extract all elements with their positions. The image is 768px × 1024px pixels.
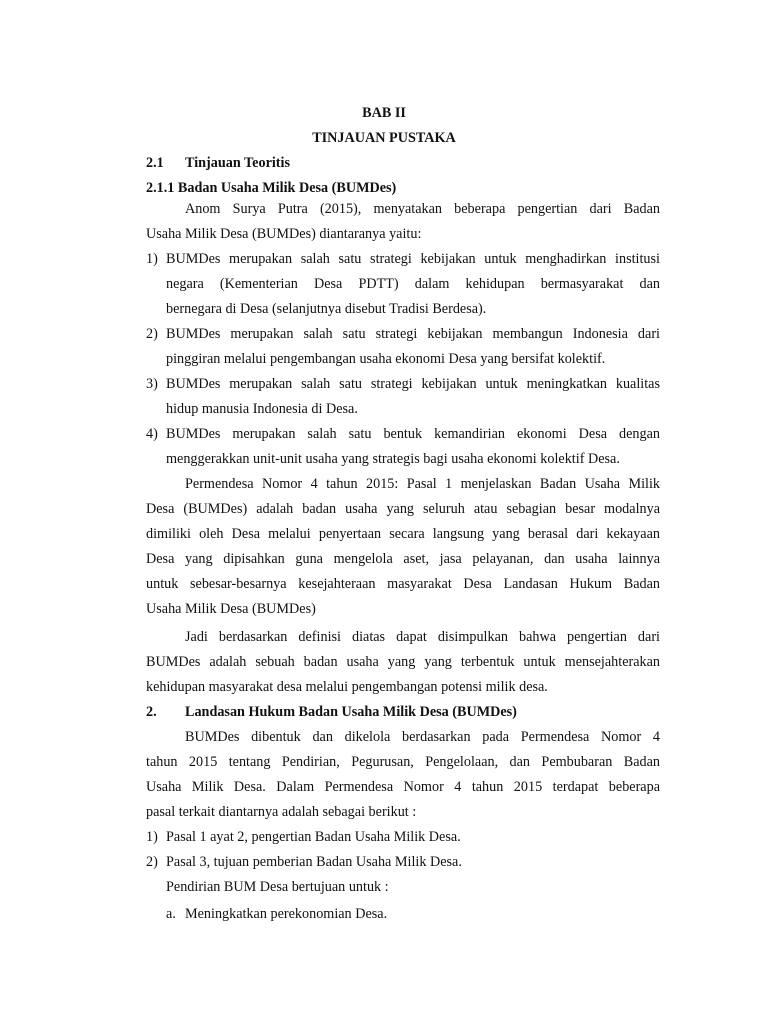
list1-item-2-number: 2) (146, 326, 158, 342)
list1-item-1-line-1: BUMDes merupakan salah satu strategi kebijakan untuk menghadirkan institusi (166, 251, 660, 267)
para4-line-3: Usaha Milik Desa. Dalam Permendesa Nomor 4 tahun 2015 terdapat beberapa (146, 779, 660, 795)
para3-line-3: kehidupan masyarakat desa melalui pengembangan potensi milik desa. (146, 679, 548, 695)
para2-line-6: Usaha Milik Desa (BUMDes) (146, 601, 316, 617)
para1-line-2: Usaha Milik Desa (BUMDes) diantaranya yaitu: (146, 226, 422, 242)
list1-item-3-line-1: BUMDes merupakan salah satu strategi kebijakan untuk meningkatkan kualitas (166, 376, 660, 392)
para2-line-2: Desa (BUMDes) adalah badan usaha yang seluruh atau sebagian besar modalnya (146, 501, 660, 517)
list2-item-1-number: 1) (146, 829, 158, 845)
sub-intro-text: Pendirian BUM Desa bertujuan untuk : (166, 879, 389, 895)
para2-line-3: dimiliki oleh Desa melalui penyertaan secara langsung yang berasal dari kekayaan (146, 526, 660, 542)
chapter-title: TINJAUAN PUSTAKA (312, 130, 456, 146)
list2-item-2-number: 2) (146, 854, 158, 870)
para2-line-4: Desa yang dipisahkan guna mengelola aset, jasa pelayanan, dan usaha lainnya (146, 551, 660, 567)
para4-line-2: tahun 2015 tentang Pendirian, Pegurusan, Pengelolaan, dan Pembubaran Badan (146, 754, 660, 770)
list1-item-2-line-2: pinggiran melalui pengembangan usaha ekonomi Desa yang bersifat kolektif. (166, 351, 606, 367)
para2-line-5: untuk sebesar-besarnya kesejahteraan masyarakat Desa Landasan Hukum Badan (146, 576, 660, 592)
para1-line-1: Anom Surya Putra (2015), menyatakan beberapa pengertian dari Badan (185, 201, 660, 217)
para3-line-1: Jadi berdasarkan definisi diatas dapat disimpulkan bahwa pengertian dari (185, 629, 660, 645)
list2-item-2-text: Pasal 3, tujuan pemberian Badan Usaha Milik Desa. (166, 854, 462, 870)
list1-item-1-number: 1) (146, 251, 158, 267)
list1-item-1-line-3: bernegara di Desa (selanjutnya disebut Tradisi Berdesa). (166, 301, 487, 317)
list2-item-1-text: Pasal 1 ayat 2, pengertian Badan Usaha Milik Desa. (166, 829, 461, 845)
para3-line-2: BUMDes adalah sebuah badan usaha yang yang terbentuk untuk mensejahterakan (146, 654, 660, 670)
list1-item-1-line-2: negara (Kementerian Desa PDTT) dalam kehidupan bermasyarakat dan (166, 276, 660, 292)
section-2-title: Landasan Hukum Badan Usaha Milik Desa (BUMDes) (185, 704, 517, 720)
list1-item-3-line-2: hidup manusia Indonesia di Desa. (166, 401, 358, 417)
section-2-1-title: Tinjauan Teoritis (185, 155, 290, 171)
list3-item-a-letter: a. (166, 906, 176, 922)
chapter-heading: BAB II (362, 105, 406, 121)
list1-item-2-line-1: BUMDes merupakan salah satu strategi kebijakan membangun Indonesia dari (166, 326, 660, 342)
list1-item-3-number: 3) (146, 376, 158, 392)
section-2-1-1-title: 2.1.1 Badan Usaha Milik Desa (BUMDes) (146, 180, 397, 196)
section-2-1-number: 2.1 (146, 155, 164, 171)
section-2-number: 2. (146, 704, 157, 720)
para4-line-4: pasal terkait diantarnya adalah sebagai berikut : (146, 804, 417, 820)
list1-item-4-number: 4) (146, 426, 158, 442)
list1-item-4-line-1: BUMDes merupakan salah satu bentuk kemandirian ekonomi Desa dengan (166, 426, 660, 442)
list3-item-a-text: Meningkatkan perekonomian Desa. (185, 906, 388, 922)
list1-item-4-line-2: menggerakkan unit-unit usaha yang strategis bagi usaha ekonomi kolektif Desa. (166, 451, 620, 467)
para4-line-1: BUMDes dibentuk dan dikelola berdasarkan pada Permendesa Nomor 4 (185, 729, 660, 745)
para2-line-1: Permendesa Nomor 4 tahun 2015: Pasal 1 menjelaskan Badan Usaha Milik (185, 476, 660, 492)
